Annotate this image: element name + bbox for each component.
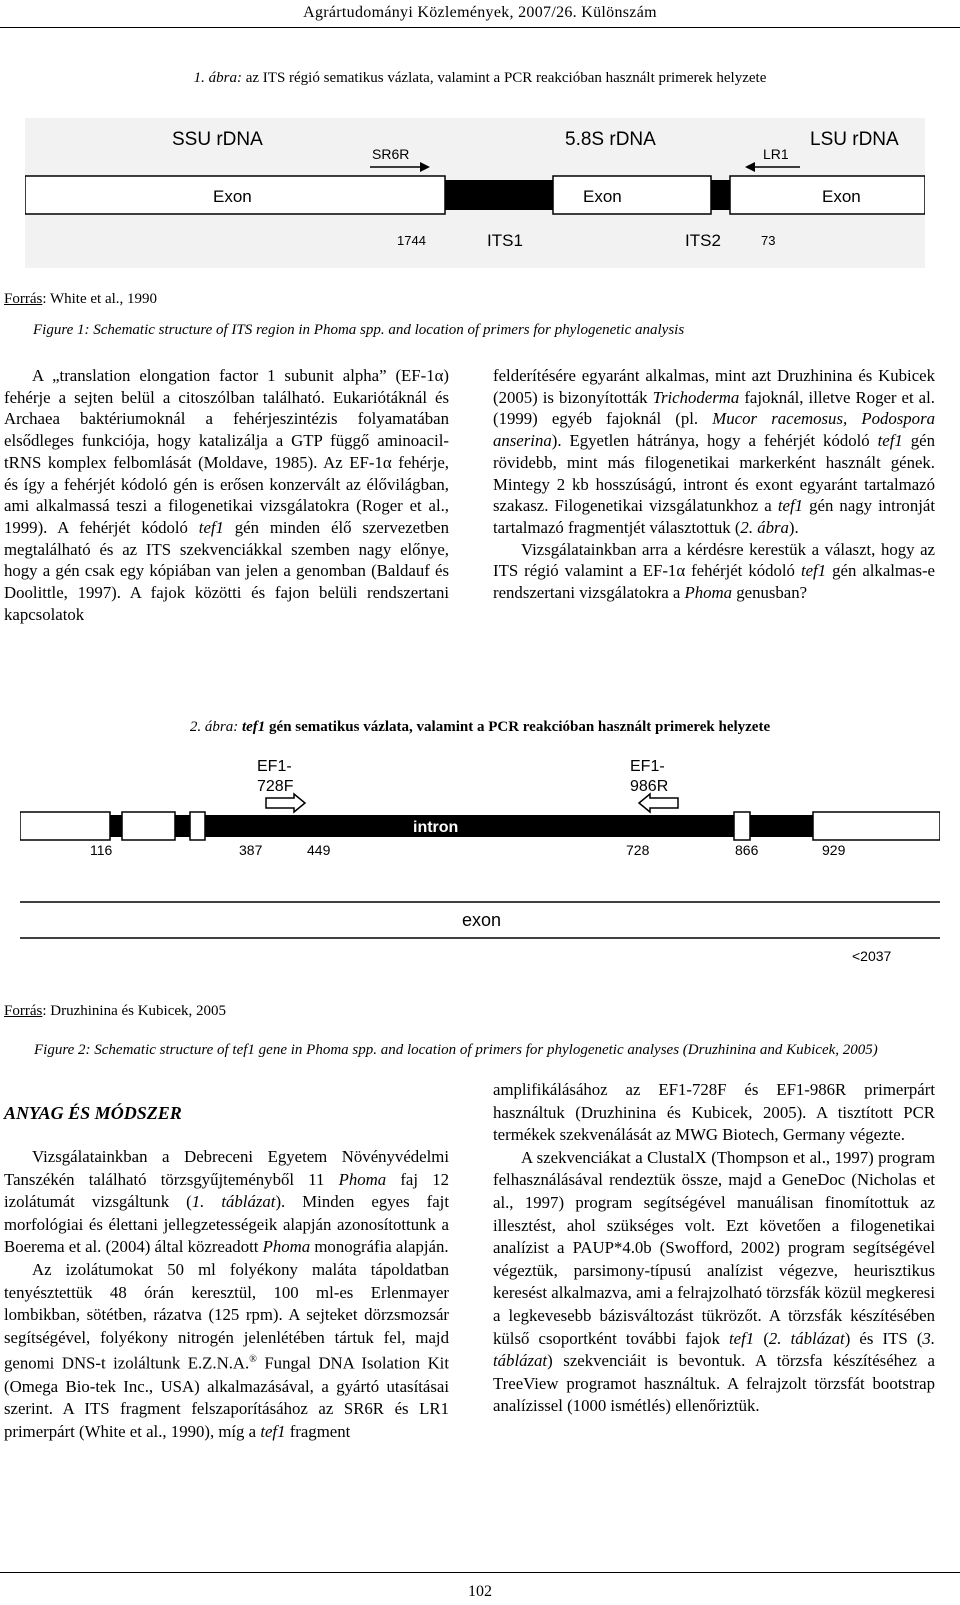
- m-l1-ref: 1. táblázat: [191, 1192, 276, 1212]
- rc-text-e: gén nagy intronját tartalmazó fragmentjét választottuk (: [493, 496, 935, 537]
- rc-text-c: ). Egyetlen hátránya, hogy a fehérjét kódoló: [551, 431, 870, 451]
- exon-box-2: [122, 812, 175, 840]
- figure1-source: [4, 291, 157, 308]
- rc-text-f: ).: [788, 517, 799, 537]
- rc-p2-c: genusban?: [736, 583, 808, 603]
- s58-exon-box: [553, 176, 711, 214]
- rc-figure-ref: 2. ábra: [740, 517, 789, 537]
- lsu-label: LSU rDNA: [810, 129, 899, 150]
- page-number: 102: [468, 1583, 492, 1600]
- pos-449: 449: [307, 842, 331, 858]
- m-r1: amplifikálásához az EF1-728F és EF1-986R primerpárt használtuk (Druzhinina és Kubicek, 2005). A tisztított PCR termékek szekvenálását az MWG Biotech, Germany végezte.: [493, 1080, 935, 1145]
- figure2-tef1-diagram: [20, 752, 940, 994]
- pos-1744: 1744: [397, 233, 426, 248]
- intro-gene-name: tef1: [198, 517, 224, 537]
- left-column-intro: [4, 365, 449, 625]
- figure2-caption: [0, 719, 960, 736]
- pos-866: 866: [735, 842, 759, 858]
- primer-728f-arrow-icon: [266, 794, 305, 812]
- m-r2-gene: tef1: [729, 1328, 755, 1348]
- registered-mark: ®: [249, 1354, 257, 1366]
- m-l1-b: faj 12 izolátumát vizsgáltunk (: [4, 1169, 449, 1212]
- m-l1-a: Vizsgálatainkban a Debreceni Egyetem Növényvédelmi Tanszékén található törzsgyűjteményből 11: [4, 1147, 449, 1189]
- figure1-caption-label: 1. ábra:: [193, 70, 242, 86]
- methods-right-column: [493, 1079, 935, 1418]
- rc-gene-1: tef1: [877, 431, 903, 451]
- primer-986r-arrow-icon: [639, 794, 678, 812]
- intron-label: intron: [413, 819, 459, 836]
- ef1-label-2: EF1-: [630, 758, 665, 775]
- m-l1-phoma: Phoma: [338, 1169, 387, 1189]
- rc-p2-b: gén alkalmas-e rendszertani vizsgálatokra a: [493, 561, 936, 603]
- lr1-label: LR1: [763, 146, 789, 162]
- footer-rule: [0, 1572, 960, 1573]
- rc-species: Mucor racemosus, Podospora anserina: [493, 409, 935, 451]
- pos-929: 929: [822, 842, 846, 858]
- sr6r-label: SR6R: [372, 146, 410, 162]
- right-column-intro: [493, 365, 935, 604]
- exon-scale-label: exon: [462, 910, 502, 930]
- header-rule: [0, 27, 960, 28]
- exon-label-3: Exon: [822, 187, 861, 206]
- figure1-caption-text: az ITS régió sematikus vázlata, valamint a PCR reakcióban használt primerek helyzete: [245, 70, 767, 86]
- ssu-label: SSU rDNA: [172, 129, 263, 150]
- methods-left-column: [4, 1146, 449, 1443]
- figure2-source-label: Forrás: [4, 1003, 43, 1019]
- s58-label: 5.8S rDNA: [565, 129, 656, 150]
- pos-728: 728: [626, 842, 650, 858]
- pos-116: 116: [90, 842, 113, 858]
- m-l2-c: fragment: [289, 1421, 351, 1441]
- intro-text-2: gén minden élő szervezetben megtalálható és az ITS szekvenciákkal szemben nagy előnye, hogy a gén csak egy kópiában van jelen a genomban (Baldauf és Doolittle, 1997). A fajok közötti és fajon belüli rendszertani kapcsolatok: [4, 517, 449, 624]
- figure2-source: [4, 1003, 226, 1020]
- exon-box-4: [734, 812, 750, 840]
- figure1-its-diagram: [25, 118, 925, 268]
- m-r2-a: A szekvenciákat a ClustalX (Thompson et al., 1997) program felhasználásával rendeztük össze, majd a GeneDoc (Nicholas et al., 1997) program segítségével manuálisan finomítottuk az illesztést, ahol szükséges volt. Ezt követően a filogenetikai analízist a PAUP*4.0b (Swofford, 2002) program segítségével végeztük, parsimony-típusú analízist végezve, heurisztikus keresést alkalmazva, ami a felrajzolható törzsfák közül megkeresi a legkevesebb bázisváltozást tükrözőt. A törzsfák készítésében külső csoportként további fajok: [493, 1147, 935, 1348]
- figure1-caption: [0, 70, 960, 87]
- m-r2-d: ) szekvenciáit is bevontuk. A törzsfa készítéséhez a TreeView programot használtuk. A felrajzolt törzsfát bootstrap analízissel (1000 ismétlés) ellenőriztük.: [493, 1351, 935, 1416]
- exon-label-1: Exon: [213, 187, 252, 206]
- pos-73: 73: [761, 233, 776, 248]
- figure1-source-label: Forrás: [4, 291, 43, 307]
- section-heading: ANYAG ÉS MÓDSZER: [4, 1103, 182, 1123]
- figure1-source-text: : White et al., 1990: [42, 291, 158, 307]
- rc-p2-phoma: Phoma: [684, 583, 733, 603]
- pos-387: 387: [239, 842, 263, 858]
- rc-p2-a: Vizsgálatainkban arra a kérdésre kerestük a választ, hogy az ITS régió valamint a EF-1α fehérjét kódoló: [493, 539, 935, 581]
- m-l1-phoma2: Phoma: [262, 1237, 311, 1257]
- exon-box-3: [190, 812, 205, 840]
- exon-box-5: [813, 812, 940, 840]
- rc-text-a: felderítésére egyaránt alkalmas, mint azt Druzhinina és Kubicek (2005) is bizonyították: [493, 366, 935, 407]
- figure1-english-caption: Figure 1: Schematic structure of ITS region in Phoma spp. and location of primers for phylogenetic analysis: [33, 322, 685, 338]
- m-r2-ref1: 2. táblázat: [768, 1328, 845, 1348]
- primer-728f-label: 728F: [257, 778, 294, 795]
- intro-text-1: A „translation elongation factor 1 subunit alpha” (EF-1α) fehérje a sejten belül a citoszólban található. Eukariótáknál és Archaea baktériumoknál a fehérjeszintézis folyamatában elsődleges funkciója, hogy katalizálja a GTP függő aminoacil-tRNS komplex felbomlását (Moldave, 1985). Az EF-1α fehérje, és így a fehérjét kódoló gén is erősen konzervált az élővilágban, ami alkalmassá teszi a filogenetikai vizsgálatokra (Roger et al., 1999). A fehérjét kódoló: [4, 366, 449, 537]
- figure2-caption-label: 2. ábra:: [189, 719, 239, 735]
- figure2-english-caption: Figure 2: Schematic structure of tef1 gene in Phoma spp. and location of primers for phylogenetic analyses (Druzhinina and Kubicek, 2005): [34, 1042, 878, 1058]
- exon-box-1: [20, 812, 110, 840]
- rc-p2-gene: tef1: [800, 561, 827, 581]
- exon-label-2: Exon: [583, 187, 622, 206]
- running-header: Agrártudományi Közlemények, 2007/26. Különszám: [303, 4, 657, 21]
- primer-986r-label: 986R: [630, 778, 669, 795]
- m-r2-c: ) és ITS (: [844, 1328, 923, 1348]
- m-r2-ref2: 3. táblázat: [493, 1328, 936, 1371]
- rc-text-d: gén rövidebb, mint más filogenetikai markerként használt gének. Mintegy 2 kb hosszúságú, intront és exont egyaránt tartalmazó szakasz. Filogenetikai vizsgálatunkhoz a: [493, 431, 935, 516]
- figure2-caption-text: gén sematikus vázlata, valamint a PCR reakcióban használt primerek helyzete: [269, 719, 771, 735]
- m-l1-d: monográfia alapján.: [314, 1237, 449, 1257]
- m-r2-b: (: [763, 1328, 769, 1348]
- rc-gene-2: tef1: [777, 496, 804, 516]
- rc-genus-trichoderma: Trichoderma: [652, 387, 740, 407]
- pos-2037: <2037: [852, 948, 892, 964]
- m-l1-c: ). Minden egyes fajt morfológiai és élettani jellegzetességeik alapján azonosítottunk a Boerema et al. (2004) által közreadott: [4, 1192, 449, 1257]
- its2-label: ITS2: [685, 231, 721, 250]
- ef1-label-1: EF1-: [257, 758, 292, 775]
- m-l2-a: Az izolátumokat 50 ml folyékony maláta tápoldatban tenyésztettük 48 órán keresztül, 100 ml-es Erlenmayer lombikban, sötétben, rázatva (125 rpm). A sejteket dörzsmozsár segítségével, folyékony nitrogén jelenlétében tártuk fel, majd genomi DNS-t izoláltunk E.Z.N.A.: [4, 1259, 449, 1373]
- m-l2-b: Fungal DNA Isolation Kit (Omega Bio-tek Inc., USA) alkalmazásával, a gyártó utasításai szerint. A ITS fragment felszaporításához az SR6R és LR1 primerpárt (White et al., 1990), míg a: [4, 1353, 450, 1441]
- its1-label: ITS1: [487, 231, 523, 250]
- figure2-caption-gene: tef1: [241, 719, 266, 735]
- m-l2-gene: tef1: [260, 1421, 286, 1441]
- rc-text-b: fajoknál, illetve Roger et al. (1999) egyéb fajoknál (pl.: [493, 387, 935, 429]
- figure2-source-text: : Druzhinina és Kubicek, 2005: [42, 1003, 227, 1019]
